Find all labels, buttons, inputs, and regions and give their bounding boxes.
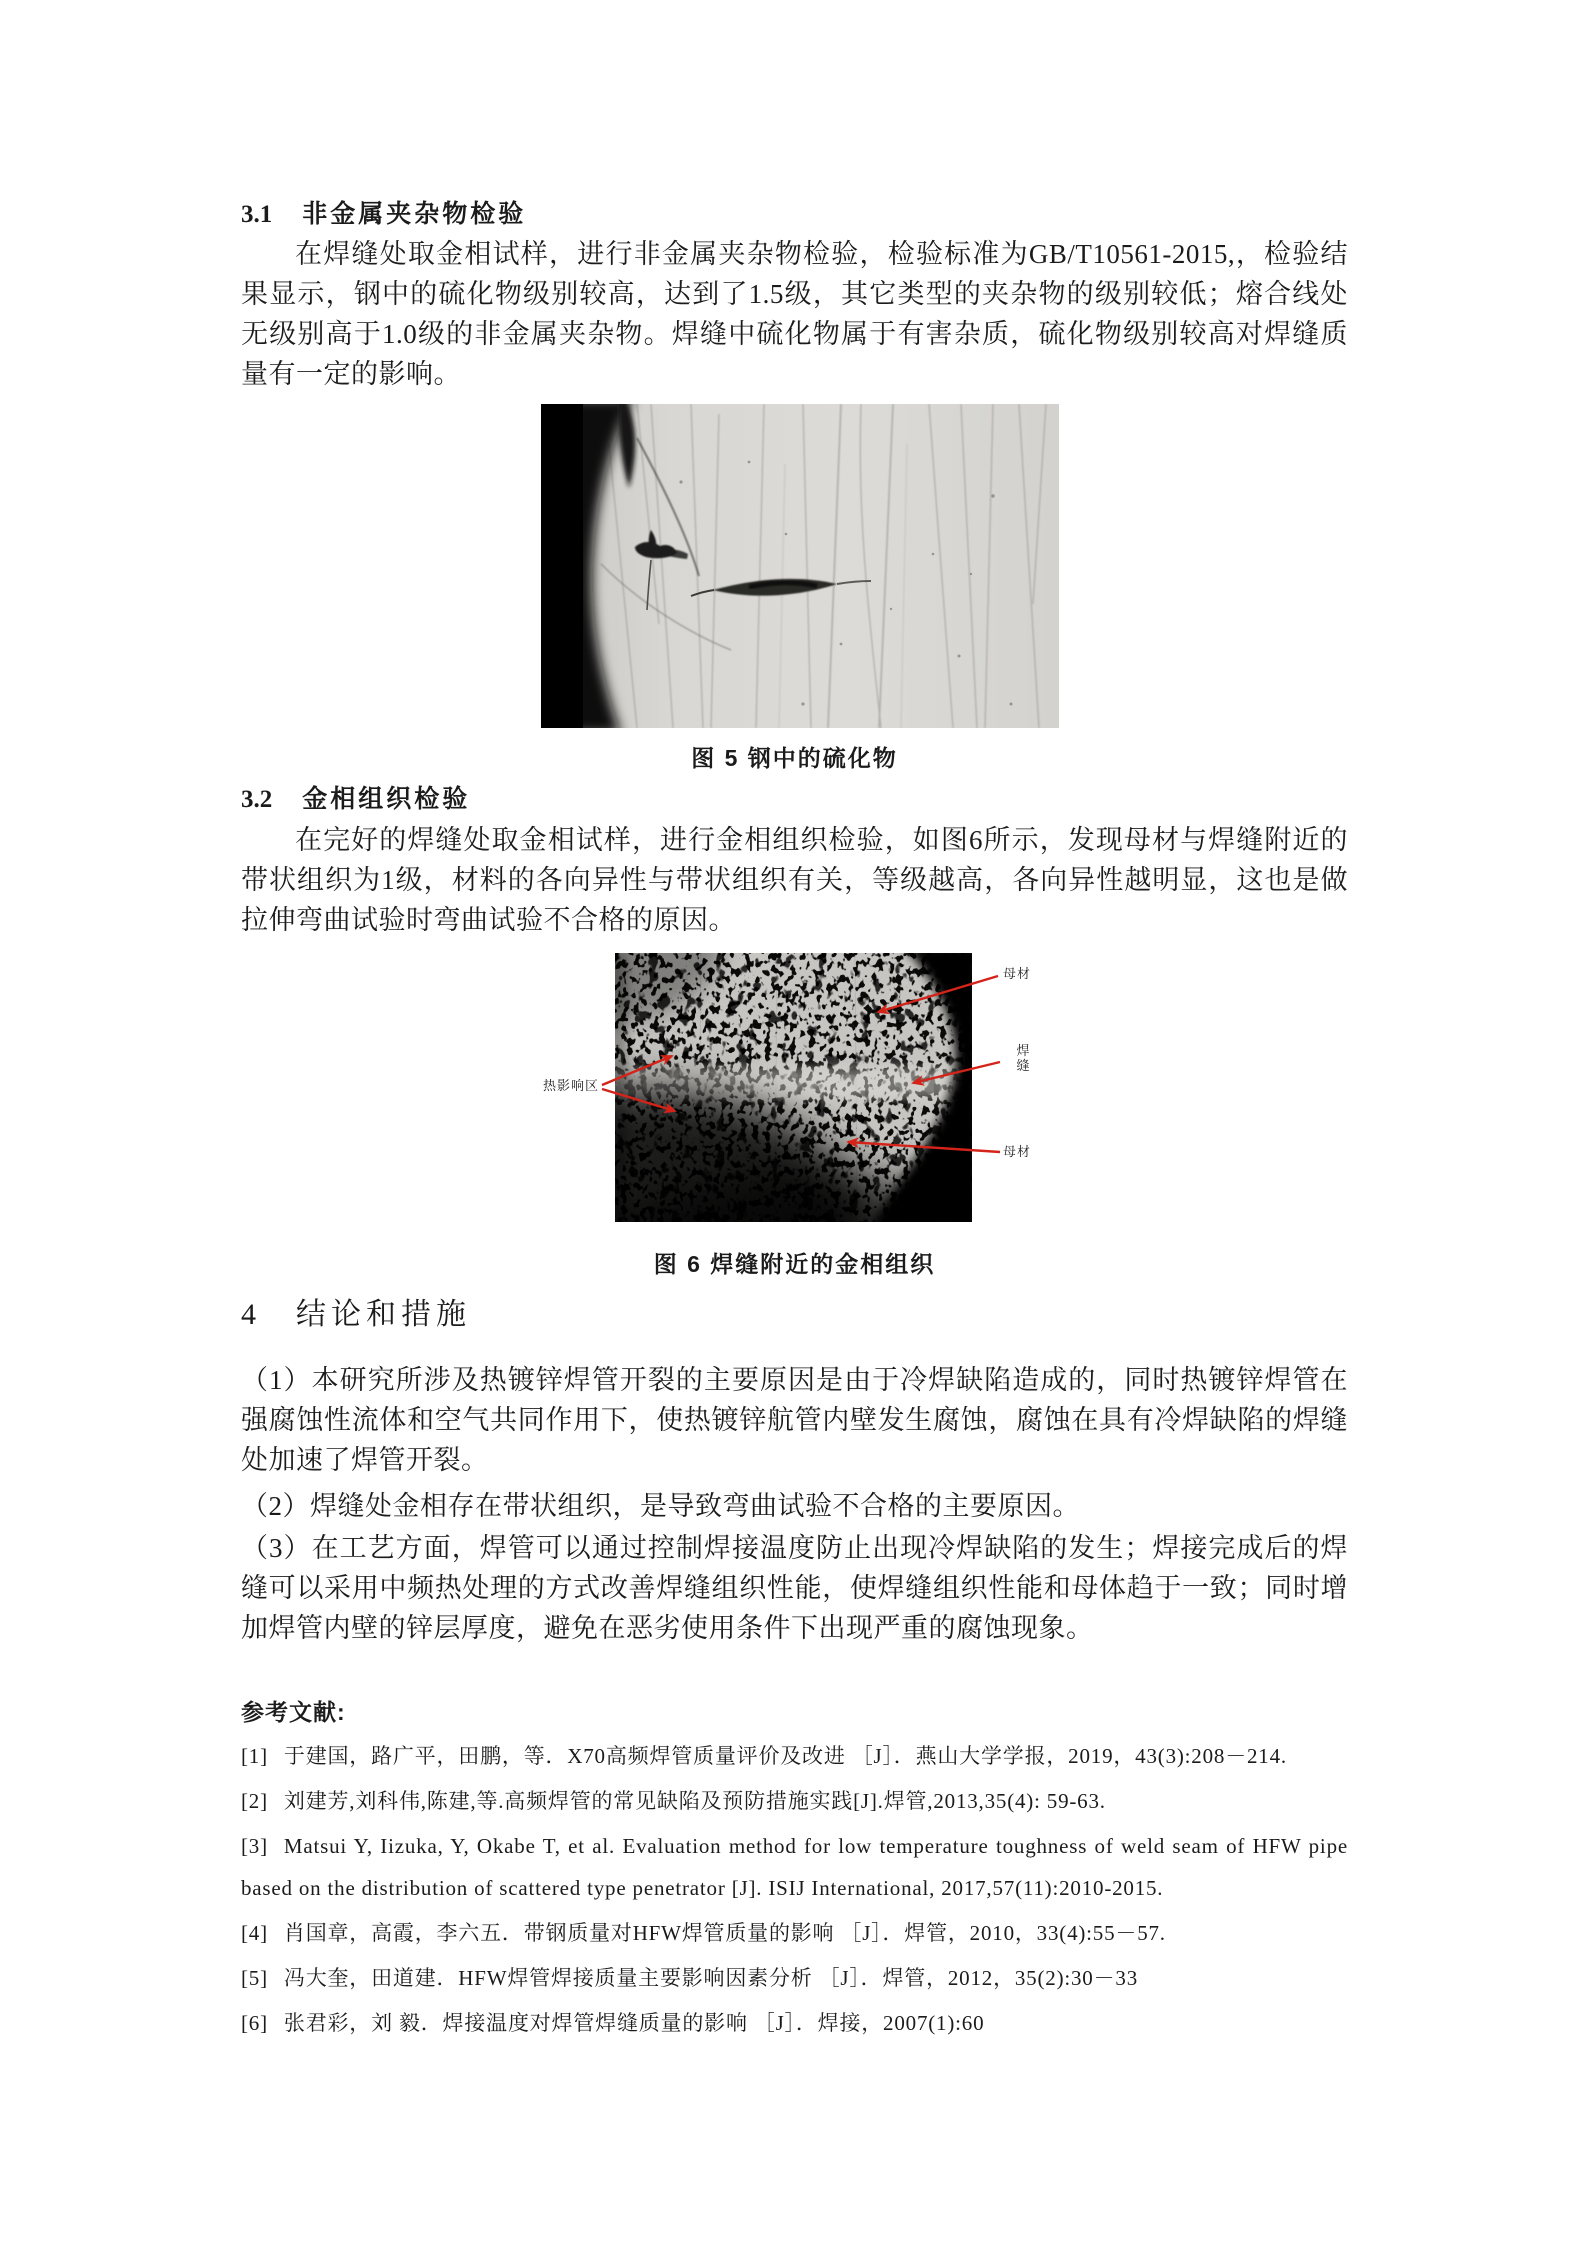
section-number: 3.2 — [241, 786, 273, 813]
figure5-micrograph — [541, 404, 1059, 728]
reference-text: 冯大奎，田道建．HFW焊管焊接质量主要影响因素分析 ［J］．焊管，2012，35(2):30－33 — [283, 1966, 1138, 1990]
section-number: 3.1 — [241, 201, 273, 228]
reference-entry — [241, 1825, 1348, 1909]
reference-text: 张君彩，刘 毅．焊接温度对焊管焊缝质量的影响 ［J］．焊接，2007(1):60 — [283, 2011, 985, 2035]
conclusion-item-1: （1）本研究所涉及热镀锌焊管开裂的主要原因是由于冷焊缺陷造成的，同时热镀锌焊管在强腐蚀性流体和空气共同作用下，使热镀锌航管内壁发生腐蚀，腐蚀在具有冷焊缺陷的焊缝处加速了焊管开裂。 — [241, 1365, 1348, 1475]
reference-text: 刘建芳,刘科伟,陈建,等.高频焊管的常见缺陷及预防措施实践[J].焊管,2013,35(4): 59-63. — [283, 1789, 1106, 1813]
section-title: 结论和措施 — [296, 1298, 471, 1331]
conclusion-item-2: （2）焊缝处金相存在带状组织，是导致弯曲试验不合格的主要原因。 — [241, 1491, 1080, 1521]
reference-text: 于建国，路广平，田鹏，等．X70高频焊管质量评价及改进 ［J］．燕山大学学报，2019，43(3):208－214. — [283, 1744, 1287, 1768]
conclusion-item-3: （3）在工艺方面，焊管可以通过控制焊接温度防止出现冷焊缺陷的发生；焊接完成后的焊缝可以采用中频热处理的方式改善焊缝组织性能，使焊缝组织性能和母体趋于一致；同时增加焊管内壁的锌层厚度，避免在恶劣使用条件下出现严重的腐蚀现象。 — [241, 1533, 1348, 1643]
figure6-caption: 图 6 焊缝附近的金相组织 — [653, 1251, 936, 1277]
label-base-metal-bottom: 母材 — [1003, 1144, 1032, 1159]
label-weld-seam: 焊缝 — [1016, 1043, 1030, 1073]
label-base-metal-top: 母材 — [1003, 966, 1032, 981]
section-title: 非金属夹杂物检验 — [302, 200, 527, 228]
section-title: 金相组织检验 — [302, 785, 471, 813]
reference-entry — [241, 1957, 1348, 1999]
paragraph-metallographic-test: 在完好的焊缝处取金相试样，进行金相组织检验，如图6所示，发现母材与焊缝附近的带状组织为1级，材料的各向异性与带状组织有关，等级越高，各向异性越明显，这也是做拉伸弯曲试验时弯曲试验不合格的原因。 — [241, 825, 1348, 935]
reference-label: [4] — [241, 1921, 268, 1945]
weld-micrograph-image — [615, 953, 972, 1227]
paragraph-inclusion-test: 在焊缝处取金相试样，进行非金属夹杂物检验，检验标准为GB/T10561-2015,，检验结果显示，钢中的硫化物级别较高，达到了1.5级，其它类型的夹杂物的级别较低；熔合线处无级别高于1.0级的非金属夹杂物。焊缝中硫化物属于有害杂质，硫化物级别较高对焊缝质量有一定的影响。 — [241, 239, 1348, 389]
reference-entry — [241, 2002, 1348, 2044]
reference-label: [3] — [241, 1834, 268, 1858]
references-heading: 参考文献: — [241, 1699, 346, 1725]
reference-label: [1] — [241, 1744, 268, 1768]
sulfide-micrograph-image — [541, 404, 1059, 728]
reference-entry — [241, 1780, 1348, 1822]
reference-entry — [241, 1735, 1348, 1777]
figure6-annotated-micrograph — [505, 950, 1100, 1225]
section-number: 4 — [241, 1298, 256, 1331]
figure5-caption: 图 5 钢中的硫化物 — [691, 745, 898, 771]
reference-label: [2] — [241, 1789, 268, 1813]
label-heat-affected-zone: 热影响区 — [542, 1078, 599, 1093]
section-heading-3-2 — [241, 783, 1348, 816]
reference-text: Matsui Y, Iizuka, Y, Okabe T, et al. Evaluation method for low temperature toughness of weld seam of HFW pipe based on the distribution of scattered type penetrator [J]. ISIJ International, 2017,57(11):2010-2015. — [241, 1834, 1348, 1900]
reference-label: [6] — [241, 2011, 268, 2035]
section-heading-4 — [241, 1295, 1348, 1335]
reference-label: [5] — [241, 1966, 268, 1990]
references-list — [241, 1735, 1348, 2047]
reference-entry — [241, 1912, 1348, 1954]
section-heading-3-1 — [241, 198, 1348, 231]
reference-text: 肖国章，高霞，李六五．带钢质量对HFW焊管质量的影响 ［J］．焊管，2010，33(4):55－57. — [283, 1921, 1166, 1945]
